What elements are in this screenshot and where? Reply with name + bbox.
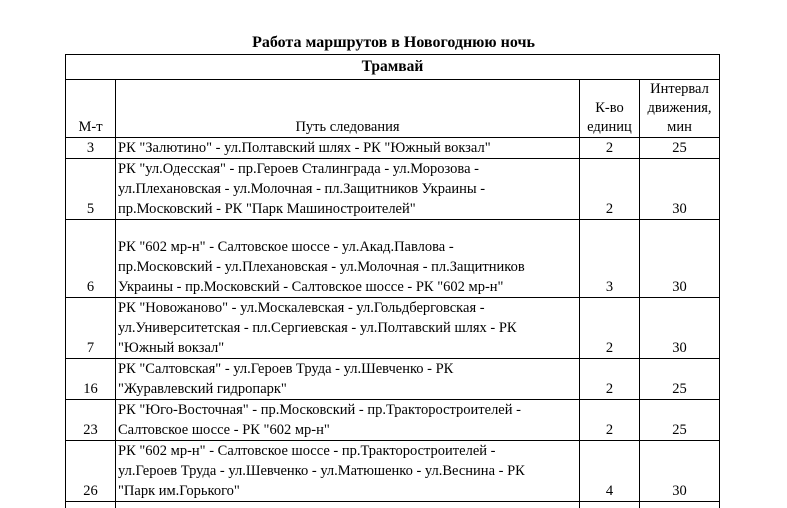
section-title: Трамвай [66,55,720,80]
route-path: РК "602 мр-н" - Салтовское шоссе - пр.Тракторостроителей - ул.Героев Труда - ул.Шевченко - ул.Матюшенко - ул.Веснина - РК "Парк им.Горького" [116,441,580,502]
route-units: 4 [580,441,640,502]
header-row [66,80,720,138]
route-units: 2 [580,298,640,359]
routes-table [65,54,720,508]
route-interval: 30 [640,298,720,359]
section-row [66,55,720,80]
table-row [66,400,720,441]
table-row [66,298,720,359]
header-path: Путь следования [116,80,580,138]
route-interval: 30 [640,441,720,502]
route-units: 2 [580,400,640,441]
header-interval: Интервал движения, мин [640,80,720,138]
table-row [66,220,720,298]
route-units: 2 [580,159,640,220]
table-row [66,441,720,502]
route-path: РК "Залютино" - ул.Полтавский шлях - РК "Южный вокзал" [116,138,580,159]
route-number: 23 [66,400,116,441]
route-interval: 30 [640,159,720,220]
route-path: РК "Новожаново" - ул.Москалевская - ул.Гольдберговская - ул.Университетская - пл.Сергиевская - ул.Полтавский шлях - РК "Южный вокзал" [116,298,580,359]
route-interval: 25 [640,138,720,159]
route-number: 3 [66,138,116,159]
route-interval: 25 [640,400,720,441]
header-units: К-во единиц [580,80,640,138]
route-units: 2 [580,138,640,159]
route-units: 3 [580,220,640,298]
route-path: РК "Юго-Восточная" - пр.Московский - пр.Тракторостроителей - Салтовское шоссе - РК "602 мр-н" [116,400,580,441]
table-row [66,159,720,220]
table-row [66,138,720,159]
route-number: 16 [66,359,116,400]
document-title: Работа маршрутов в Новогоднюю ночь [0,33,787,53]
table-row [66,359,720,400]
route-path: РК "602 мр-н" - Салтовское шоссе - ул.Акад.Павлова - пр.Московский - ул.Плехановская - ул.Молочная - пл.Защитников Украины - пр.Московский - Салтовское шоссе - РК "602 мр-н" [116,220,580,298]
header-route-number: М-т [66,80,116,138]
route-path: РК "ул.Одесская" - пр.Героев Сталинграда - ул.Морозова - ул.Плехановская - ул.Молочная - пл.Защитников Украины - пр.Московский - РК "Парк Машиностроителей" [116,159,580,220]
route-number: 7 [66,298,116,359]
route-path: РК "Салтовская" - ул.Героев Труда - ул.Шевченко - РК "Журавлевский гидропарк" [116,359,580,400]
route-units: 2 [580,359,640,400]
route-interval: 25 [640,359,720,400]
route-number: 26 [66,441,116,502]
route-number: 6 [66,220,116,298]
route-number: 5 [66,159,116,220]
route-interval: 30 [640,220,720,298]
